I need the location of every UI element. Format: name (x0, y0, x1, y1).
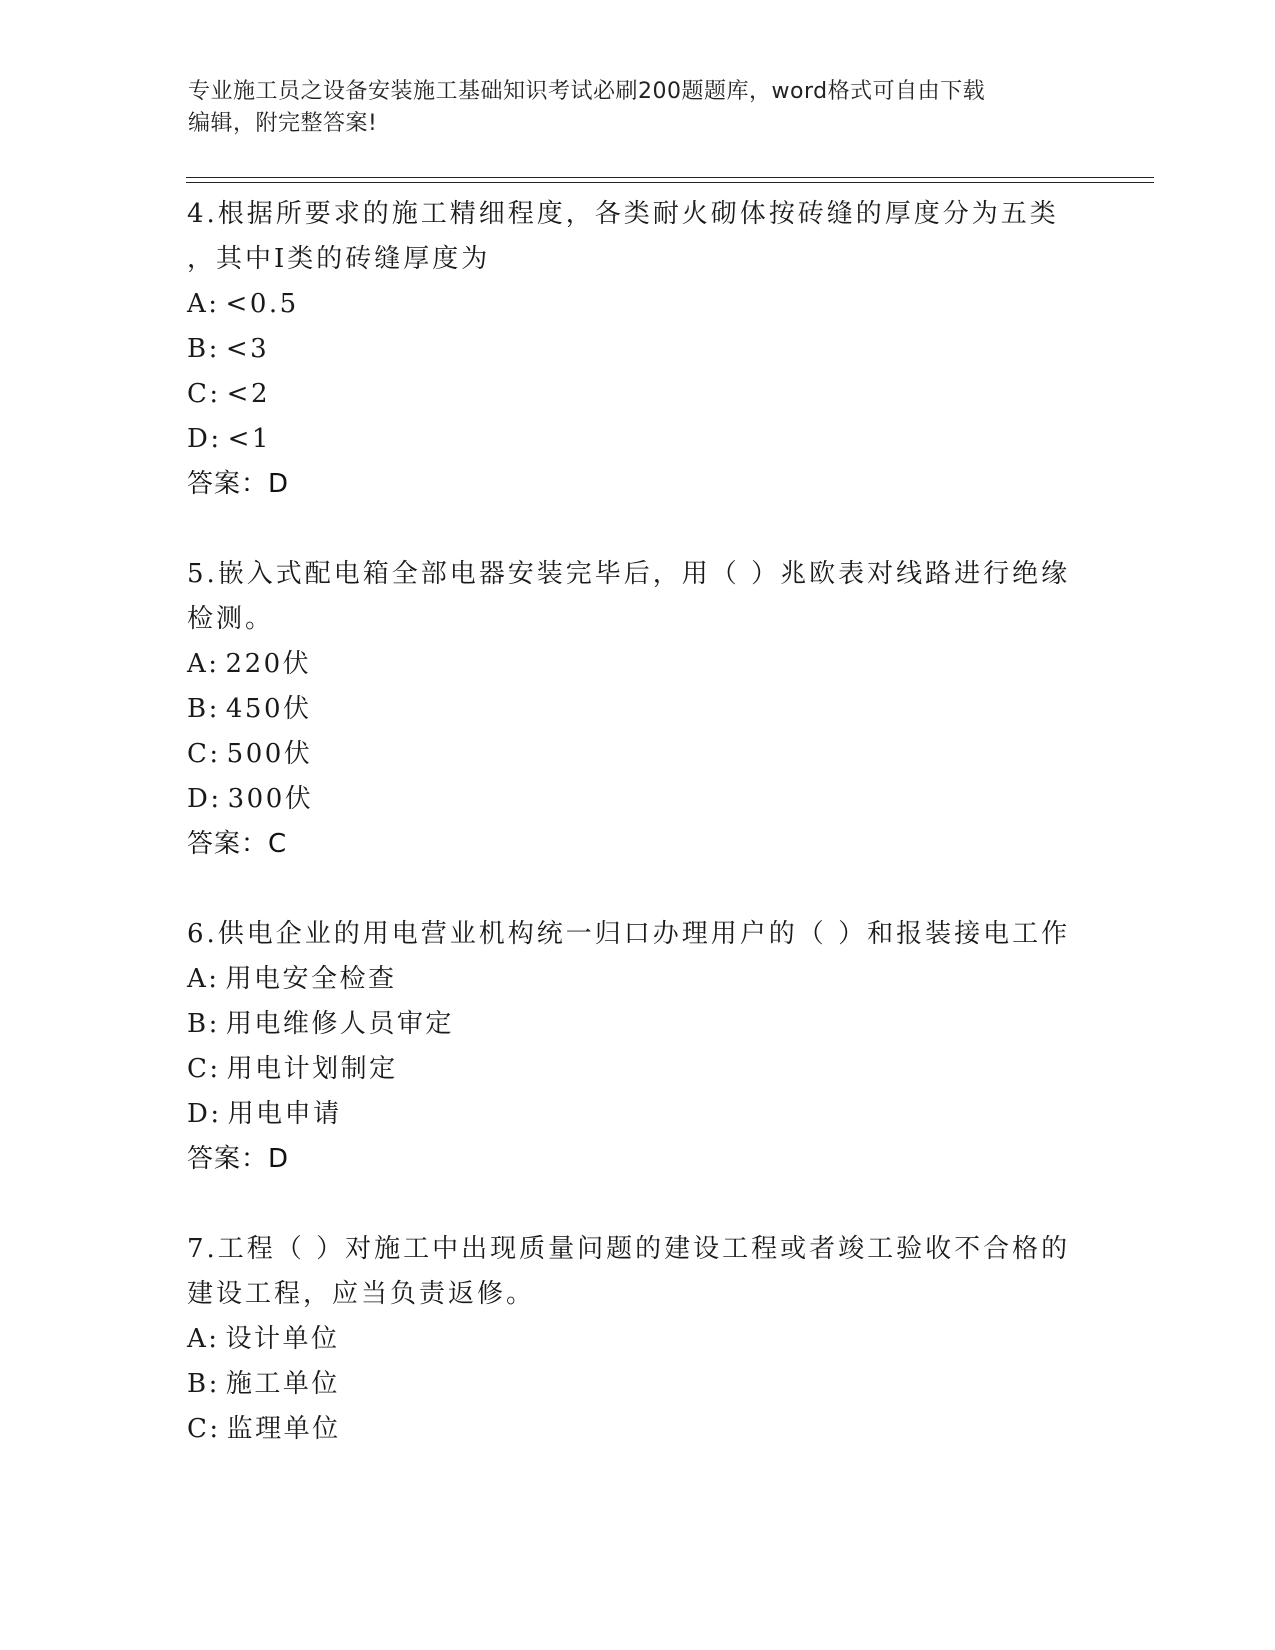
question-text-continued: 检测。 (187, 604, 275, 634)
option-text: <0.5 (225, 289, 299, 319)
document-header (188, 76, 1088, 140)
question-text: 6.供电企业的用电营业机构统一归口办理用户的（ ）和报装接电工作 (187, 919, 1071, 949)
option-text: 设计单位 (225, 1324, 340, 1354)
option-letter: B: (187, 334, 220, 364)
option-letter: B: (187, 1009, 220, 1039)
option-c (187, 732, 1087, 777)
option-letter: A: (187, 649, 220, 679)
option-letter: B: (187, 694, 220, 724)
question-spacer (187, 867, 1087, 912)
question-spacer (187, 1182, 1087, 1227)
question-spacer (187, 507, 1087, 552)
question-text-continued: 建设工程，应当负责返修。 (187, 1279, 536, 1309)
option-text: 用电申请 (227, 1099, 342, 1129)
option-text: 监理单位 (226, 1414, 341, 1444)
question-5 (187, 552, 1087, 867)
option-c (187, 372, 1087, 417)
option-letter: C: (187, 739, 221, 769)
answer-label: 答案：D (187, 469, 290, 499)
header-divider-top (186, 177, 1154, 178)
option-letter: C: (187, 379, 221, 409)
question-text: 5.嵌入式配电箱全部电器安装完毕后，用（ ）兆欧表对线路进行绝缘 (187, 559, 1071, 589)
option-letter: B: (187, 1369, 220, 1399)
question-6 (187, 912, 1087, 1182)
option-letter: D: (187, 424, 222, 454)
answer-label: 答案：D (187, 1144, 290, 1174)
header-divider-bottom (186, 182, 1154, 183)
option-d (187, 417, 1087, 462)
option-b (187, 1002, 1087, 1047)
question-4 (187, 192, 1087, 507)
option-b (187, 327, 1087, 372)
option-text: 用电计划制定 (226, 1054, 398, 1084)
question-text: 4.根据所要求的施工精细程度，各类耐火砌体按砖缝的厚度分为五类 (187, 199, 1059, 229)
option-letter: A: (187, 964, 220, 994)
option-b (187, 687, 1087, 732)
option-text: <2 (226, 379, 270, 409)
option-b (187, 1362, 1087, 1407)
question-text: 7.工程（ ）对施工中出现质量问题的建设工程或者竣工验收不合格的 (187, 1234, 1071, 1264)
header-line-1: 专业施工员之设备安装施工基础知识考试必刷200题题库，word格式可自由下载 (188, 79, 986, 104)
answer-label: 答案：C (187, 829, 288, 859)
option-c (187, 1047, 1087, 1092)
option-letter: A: (187, 289, 220, 319)
option-text: 220伏 (225, 649, 312, 679)
option-a (187, 1317, 1087, 1362)
option-letter: C: (187, 1414, 221, 1444)
option-a (187, 642, 1087, 687)
option-text: 用电安全检查 (225, 964, 397, 994)
option-letter: C: (187, 1054, 221, 1084)
option-text: <3 (225, 334, 270, 364)
question-text-continued: ，其中Ⅰ类的砖缝厚度为 (187, 244, 491, 274)
option-letter: D: (187, 784, 222, 814)
option-a (187, 282, 1087, 327)
option-text: <1 (227, 424, 271, 454)
option-letter: A: (187, 1324, 220, 1354)
option-a (187, 957, 1087, 1002)
option-text: 500伏 (226, 739, 313, 769)
option-text: 450伏 (225, 694, 312, 724)
header-line-2: 编辑，附完整答案! (188, 111, 378, 136)
option-text: 300伏 (227, 784, 314, 814)
option-letter: D: (187, 1099, 222, 1129)
option-d (187, 1092, 1087, 1137)
option-text: 用电维修人员审定 (225, 1009, 454, 1039)
option-d (187, 777, 1087, 822)
question-list (187, 192, 1087, 1452)
option-text: 施工单位 (225, 1369, 340, 1399)
question-7 (187, 1227, 1087, 1452)
option-c (187, 1407, 1087, 1452)
